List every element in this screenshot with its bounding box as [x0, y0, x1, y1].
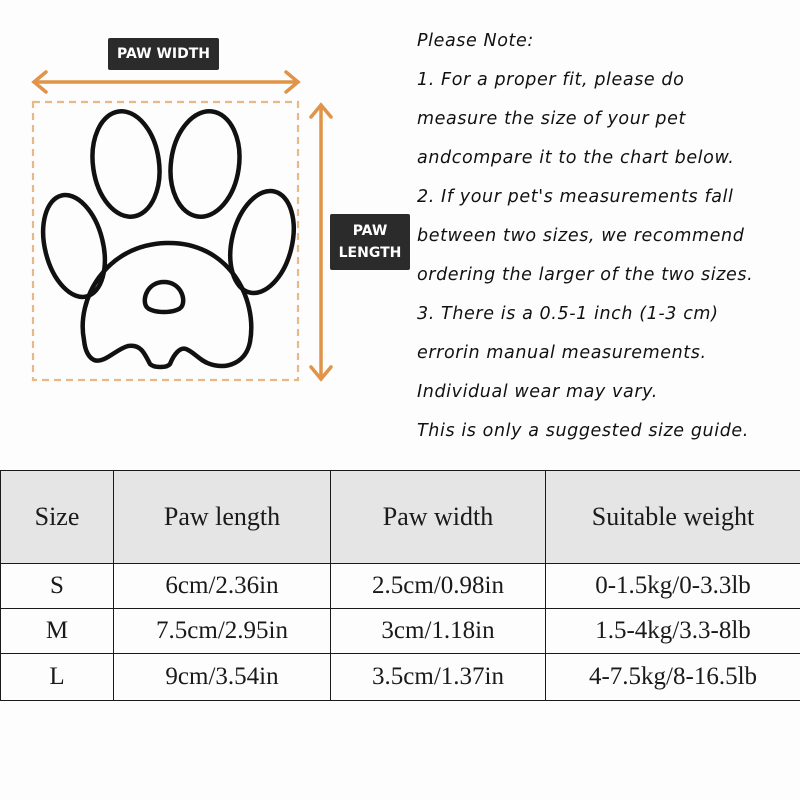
cell-paw-length: 6cm/2.36in	[114, 564, 331, 609]
cell-size: L	[1, 654, 114, 701]
note-line: This is only a suggested size guide.	[417, 421, 749, 441]
cell-size: S	[1, 564, 114, 609]
note-line: ordering the larger of the two sizes.	[417, 265, 754, 285]
paw-length-label-line1: PAW	[352, 223, 388, 239]
paw-toe-right	[220, 184, 303, 299]
table-row	[1, 609, 800, 654]
table-row	[1, 654, 800, 701]
header-paw-length: Paw length	[114, 471, 331, 564]
paw-main-pad	[83, 243, 252, 367]
table-row	[1, 564, 800, 609]
header-size: Size	[1, 471, 114, 564]
paw-length-label-line2: LENGTH	[338, 245, 402, 261]
cell-size: M	[1, 609, 114, 654]
paw-toe-inner-left	[86, 107, 166, 221]
paw-measurement-diagram	[0, 0, 420, 470]
note-line: between two sizes, we recommend	[417, 226, 745, 246]
cell-paw-length: 9cm/3.54in	[114, 654, 331, 701]
cell-paw-width: 2.5cm/0.98in	[331, 564, 546, 609]
fit-notes	[417, 26, 797, 455]
cell-weight: 4-7.5kg/8-16.5lb	[546, 654, 800, 701]
cell-weight: 1.5-4kg/3.3-8lb	[546, 609, 800, 654]
cell-paw-length: 7.5cm/2.95in	[114, 609, 331, 654]
note-line: 1. For a proper fit, please do	[417, 70, 685, 90]
note-line: 2. If your pet's measurements fall	[417, 187, 734, 207]
paw-pad-inner	[145, 282, 183, 312]
paw-outline-icon	[33, 107, 303, 367]
note-line: 3. There is a 0.5-1 inch (1-3 cm)	[417, 304, 719, 324]
paw-width-label: PAW WIDTH	[108, 38, 219, 70]
paw-length-label	[330, 214, 410, 270]
note-line: measure the size of your pet	[417, 109, 686, 129]
paw-toe-inner-right	[164, 107, 246, 221]
table-header-row	[1, 471, 800, 564]
size-chart-table	[0, 470, 800, 701]
width-arrow-icon	[34, 72, 298, 92]
notes-heading: Please Note:	[417, 31, 534, 51]
cell-paw-width: 3.5cm/1.37in	[331, 654, 546, 701]
cell-paw-width: 3cm/1.18in	[331, 609, 546, 654]
header-suitable-weight: Suitable weight	[546, 471, 800, 564]
note-line: andcompare it to the chart below.	[417, 148, 735, 168]
length-arrow-icon	[311, 105, 331, 379]
paw-toe-left	[33, 189, 114, 304]
note-line: errorin manual measurements.	[417, 343, 707, 363]
note-line: Individual wear may vary.	[417, 382, 658, 402]
cell-weight: 0-1.5kg/0-3.3lb	[546, 564, 800, 609]
header-paw-width: Paw width	[331, 471, 546, 564]
